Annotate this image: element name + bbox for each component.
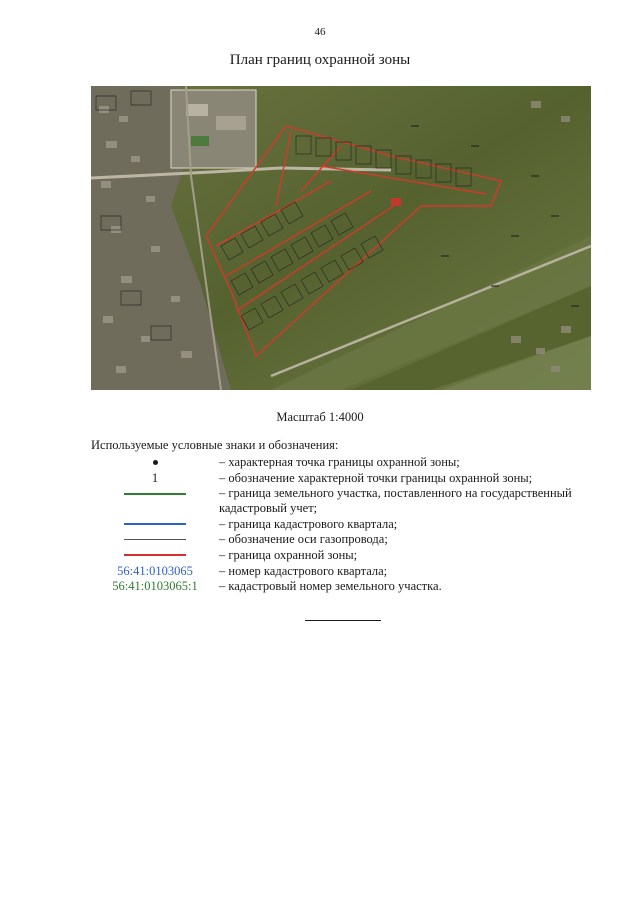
legend-row-registered-parcel bbox=[91, 486, 611, 516]
satellite-map bbox=[91, 86, 591, 390]
legend-row-point bbox=[91, 455, 611, 470]
legend-symbol-text: 56:41:0103065:1 bbox=[112, 579, 198, 594]
page-number: 46 bbox=[314, 26, 326, 38]
legend-text: – граница охранной зоны; bbox=[219, 547, 358, 562]
legend-row-quarter-number bbox=[91, 564, 611, 579]
legend-row-protection-zone bbox=[91, 548, 611, 563]
legend-row-gas-pipeline bbox=[91, 532, 611, 547]
legend-text: – граница кадастрового квартала; bbox=[219, 516, 398, 531]
legend-symbol-text: 1 bbox=[151, 470, 159, 485]
legend-row-parcel-number bbox=[91, 579, 611, 594]
legend-text: – граница земельного участка, поставленного на государственный кадастровый учет; bbox=[219, 486, 572, 516]
gray-line-icon bbox=[124, 539, 186, 540]
legend-row-cadastral-quarter bbox=[91, 517, 611, 532]
legend-row-point-label bbox=[91, 471, 611, 486]
page-title: План границ охранной зоны bbox=[229, 52, 411, 68]
legend-text: – кадастровый номер земельного участка. bbox=[219, 579, 442, 594]
legend-text: – обозначение оси газопровода; bbox=[219, 532, 388, 547]
legend-text: – обозначение характерной точки границы охранной зоны; bbox=[219, 470, 533, 485]
red-building bbox=[391, 198, 401, 206]
legend-symbol-text: 56:41:0103065 bbox=[117, 563, 193, 578]
red-line-icon bbox=[124, 554, 186, 556]
point-dot-icon bbox=[153, 460, 158, 465]
blue-line-icon bbox=[124, 523, 186, 525]
legend-text: – номер кадастрового квартала; bbox=[219, 563, 388, 578]
scale-caption: Масштаб 1:4000 bbox=[276, 410, 364, 424]
end-rule bbox=[305, 620, 381, 621]
green-line-icon bbox=[124, 493, 186, 495]
legend-text: – характерная точка границы охранной зоны; bbox=[219, 455, 460, 469]
legend bbox=[91, 455, 611, 595]
legend-title: Используемые условные знаки и обозначения: bbox=[91, 438, 339, 452]
